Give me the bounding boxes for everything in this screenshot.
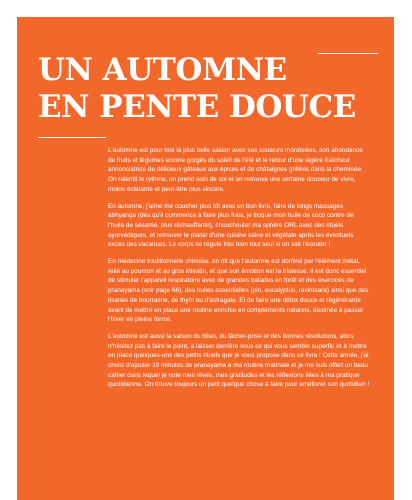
- article-body: [108, 146, 370, 397]
- title-line-2: EN PENTE DOUCE: [38, 89, 356, 125]
- page-title: [38, 52, 378, 126]
- paragraph-2: En automne, j'aime me coucher plus tôt avec un bon livre, faire de longs massages abhyanga (dès qu'il commence à faire plus frais, je troque mon huile de coco contre de l'huile de sésame, plus réchauffante), chouchouter ma sphère ORL avec des rituels ayurvédiques, et retrouver le plaisir d'une cuisine saine et végétale après les éventuels excès des vacances. Le corps se régule très bien tout seul si on sait l'écouter !: [108, 202, 354, 249]
- paragraph-3: En médecine traditionnelle chinoise, on dit que l'automne est dominé par l'élément métal, relié au poumon et au gros intestin, et que son émotion est la tristesse. Il est donc essentiel de stimuler l'appareil respiratoire avec de grandes balades en forêt et des exercices de pranayama (voir page 66), des huiles essentielles (pin, eucalyptus, ravintsara) ainsi que des tisanes de bourrache, de thym ou d'astragale. Et de faire une détox douce et régénérante avant de mettre en place une routine enrichie en compléments naturels, destinée à passer l'hiver en pleine forme.: [108, 258, 369, 324]
- title-line-1: UN AUTOMNE: [38, 52, 287, 88]
- paragraph-1: L'automne est pour moi la plus belle saison avec ses couleurs mordorées, son abondance de fruits et légumes encore gorgés du soleil de l'été et le retour d'une légère fraîcheur annonciatrice de délicieux gâteaux aux épices et de châtaignes grillées dans la cheminée. On ralentit le rythme, on prend soin de soi et on retrouve une certaine douceur de vivre, moins éclatante et peut-être plus sincère.: [108, 147, 363, 193]
- paragraph-4: L'automne est aussi la saison du bilan, du lâcher-prise et des bonnes résolutions, alors n'hésitez pas à faire le point, à laisser derrière vous ce qui vous semble superflu et à mettre en place quelques-uns des petits rituels que je vous propose dans ce livre ! Cette année, j'ai choisi d'ajouter 10 minutes de pranayama à ma routine matinale et je me suis offert un beau cahier dans lequel je note mes rêves, mes gratitudes et les réflexions liées à ma pratique quotidienne. On trouve toujours un petit quelque chose à faire pour améliorer son quotidien !: [108, 332, 370, 389]
- book-page: [17, 17, 394, 500]
- section-decorative-rule: [38, 137, 106, 138]
